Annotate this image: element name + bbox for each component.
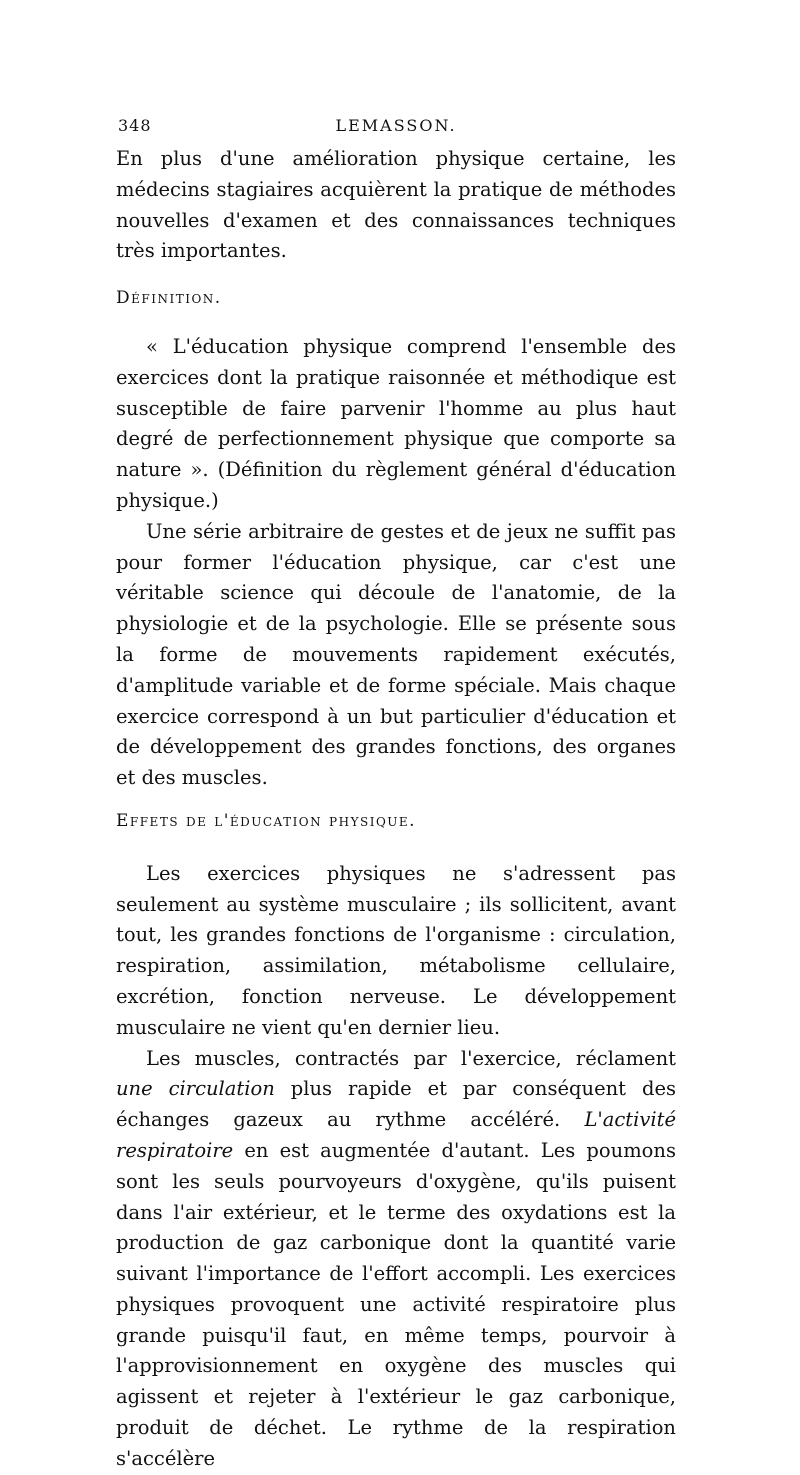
definition-paragraph-1: « L'éducation physique comprend l'ensemble des exercices dont la pratique raisonnée et méthodique est susceptible de faire parvenir l'homme au plus haut degré de perfectionnement physique que comporte sa nature ». (Définition du règlement général d'éducation physique.) xyxy=(116,334,676,512)
intro-paragraph: En plus d'une amélioration physique certaine, les médecins stagiaires acquièrent la pratique de méthodes nouvelles d'examen et des connaissances techniques très importantes. xyxy=(116,147,676,263)
effects-text-a: Les muscles, contractés par l'exercice, réclament xyxy=(146,1046,676,1070)
page-number: 348 xyxy=(118,116,152,135)
effects-paragraph-2 xyxy=(116,1044,676,1475)
effects-text-b: plus rapide et par conséquent des échanges gazeux au rythme accéléré. xyxy=(116,1077,676,1132)
section-heading-definition: Définition. xyxy=(116,288,222,309)
effects-paragraph-1: Les exercices physiques ne s'adressent pas seulement au système musculaire ; ils sollicitent, avant tout, les grandes fonctions de l'organisme : circulation, respiration, assimilation, métabolisme cellulaire, excrétion, fonction nerveuse. Le développement musculaire ne vient qu'en dernier lieu. xyxy=(116,861,676,1039)
effects-text-c: en est augmentée d'autant. Les poumons sont les seuls pourvoyeurs d'oxygène, qu'ils puisent dans l'air extérieur, et le terme des oxydations est la production de gaz carbonique dont la quantité varie suivant l'importance de l'effort accompli. Les exercices physiques provoquent une activité respiratoire plus grande puisqu'il faut, en même temps, pourvoir à l'approvisionnement en oxygène des muscles qui agissent et rejeter à l'extérieur le gaz carbonique, produit de déchet. Le rythme de la respiration s'accélère xyxy=(116,1138,676,1470)
emphasis-respiratory-activity: L'activité respiratoire xyxy=(116,1108,676,1162)
running-head xyxy=(116,116,676,144)
book-page xyxy=(116,116,676,1475)
section-heading-effects: Effets de l'éducation physique. xyxy=(116,810,417,831)
running-title: LEMASSON. xyxy=(335,116,457,135)
definition-paragraph-2: Une série arbitraire de gestes et de jeux ne suffit pas pour former l'éducation physique, car c'est une véritable science qui découle de l'anatomie, de la physiologie et de la psychologie. Elle se présente sous la forme de mouvements rapidement exécutés, d'amplitude variable et de forme spéciale. Mais chaque exercice correspond à un but particulier d'éducation et de développement des grandes fonctions, des organes et des muscles. xyxy=(116,519,676,790)
emphasis-circulation: une circulation xyxy=(116,1077,275,1101)
